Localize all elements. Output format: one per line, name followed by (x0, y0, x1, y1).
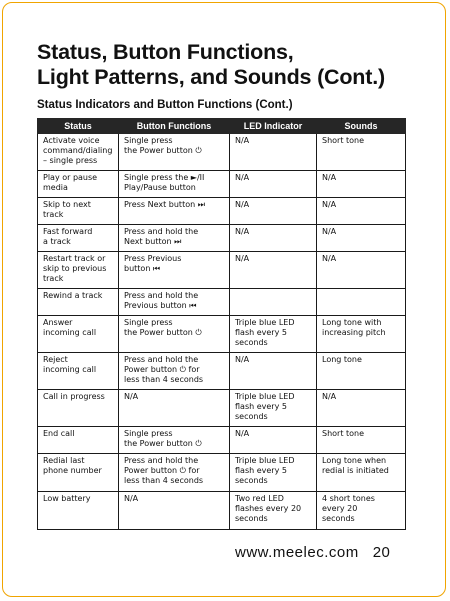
cell-button-function: Press Previous button ⏮ (119, 252, 230, 289)
header-led-indicator: LED Indicator (230, 119, 317, 134)
table-row (38, 353, 406, 390)
cell-led-indicator: Triple blue LED flash every 5 seconds (230, 390, 317, 427)
cell-led-indicator: N/A (230, 134, 317, 171)
cell-status: Activate voice command/dialing – single press (38, 134, 119, 171)
cell-status: Reject incoming call (38, 353, 119, 390)
cell-sound: N/A (317, 198, 406, 225)
cell-led-indicator: Triple blue LED flash every 5 seconds (230, 316, 317, 353)
table-row (38, 427, 406, 454)
cell-status: Low battery (38, 492, 119, 530)
cell-led-indicator: N/A (230, 225, 317, 252)
cell-led-indicator: N/A (230, 252, 317, 289)
page-number: 20 (372, 544, 391, 561)
table-header (38, 119, 406, 134)
cell-sound: N/A (317, 390, 406, 427)
table-row (38, 252, 406, 289)
cell-button-function: N/A (119, 492, 230, 530)
cell-button-function: Single press the ►/II Play/Pause button (119, 171, 230, 198)
cell-led-indicator (230, 289, 317, 316)
cell-status: Call in progress (38, 390, 119, 427)
table-row (38, 171, 406, 198)
section-subtitle: Status Indicators and Button Functions (Cont.) (37, 99, 293, 111)
title-line-2: Light Patterns, and Sounds (Cont.) (37, 65, 385, 89)
footer (235, 544, 390, 561)
cell-sound: 4 short tones every 20 seconds (317, 492, 406, 530)
header-status: Status (38, 119, 119, 134)
page-title (37, 40, 385, 90)
cell-button-function: Press and hold the Next button ⏭ (119, 225, 230, 252)
cell-button-function: Press and hold the Power button ⏻ for less than 4 seconds (119, 454, 230, 492)
cell-led-indicator: Two red LED flashes every 20 seconds (230, 492, 317, 530)
table-row (38, 316, 406, 353)
cell-status: Rewind a track (38, 289, 119, 316)
cell-button-function: Single press the Power button ⏻ (119, 427, 230, 454)
cell-sound: Long tone (317, 353, 406, 390)
cell-led-indicator: N/A (230, 198, 317, 225)
cell-status: End call (38, 427, 119, 454)
table-row (38, 225, 406, 252)
header-button-functions: Button Functions (119, 119, 230, 134)
cell-button-function: Single press the Power button ⏻ (119, 316, 230, 353)
cell-button-function: N/A (119, 390, 230, 427)
cell-status: Redial last phone number (38, 454, 119, 492)
cell-sound: Long tone with increasing pitch (317, 316, 406, 353)
table-row (38, 454, 406, 492)
cell-button-function: Press Next button ⏭ (119, 198, 230, 225)
table-row (38, 390, 406, 427)
cell-sound: Short tone (317, 427, 406, 454)
cell-button-function: Press and hold the Previous button ⏮ (119, 289, 230, 316)
footer-url: www.meelec.com (235, 544, 359, 561)
cell-status: Skip to next track (38, 198, 119, 225)
cell-led-indicator: N/A (230, 353, 317, 390)
cell-sound: Short tone (317, 134, 406, 171)
table-body (38, 134, 406, 530)
cell-sound (317, 289, 406, 316)
cell-sound: N/A (317, 171, 406, 198)
cell-sound: N/A (317, 252, 406, 289)
table-row (38, 198, 406, 225)
cell-led-indicator: N/A (230, 171, 317, 198)
title-line-1: Status, Button Functions, (37, 40, 294, 64)
cell-status: Restart track or skip to previous track (38, 252, 119, 289)
cell-led-indicator: Triple blue LED flash every 5 seconds (230, 454, 317, 492)
cell-led-indicator: N/A (230, 427, 317, 454)
cell-status: Fast forward a track (38, 225, 119, 252)
table-row (38, 492, 406, 530)
header-sounds: Sounds (317, 119, 406, 134)
table-row (38, 134, 406, 171)
cell-sound: N/A (317, 225, 406, 252)
cell-button-function: Press and hold the Power button ⏻ for less than 4 seconds (119, 353, 230, 390)
table-row (38, 289, 406, 316)
cell-sound: Long tone when redial is initiated (317, 454, 406, 492)
cell-button-function: Single press the Power button ⏻ (119, 134, 230, 171)
cell-status: Play or pause media (38, 171, 119, 198)
header-row (38, 119, 406, 134)
status-table (37, 118, 406, 530)
cell-status: Answer incoming call (38, 316, 119, 353)
